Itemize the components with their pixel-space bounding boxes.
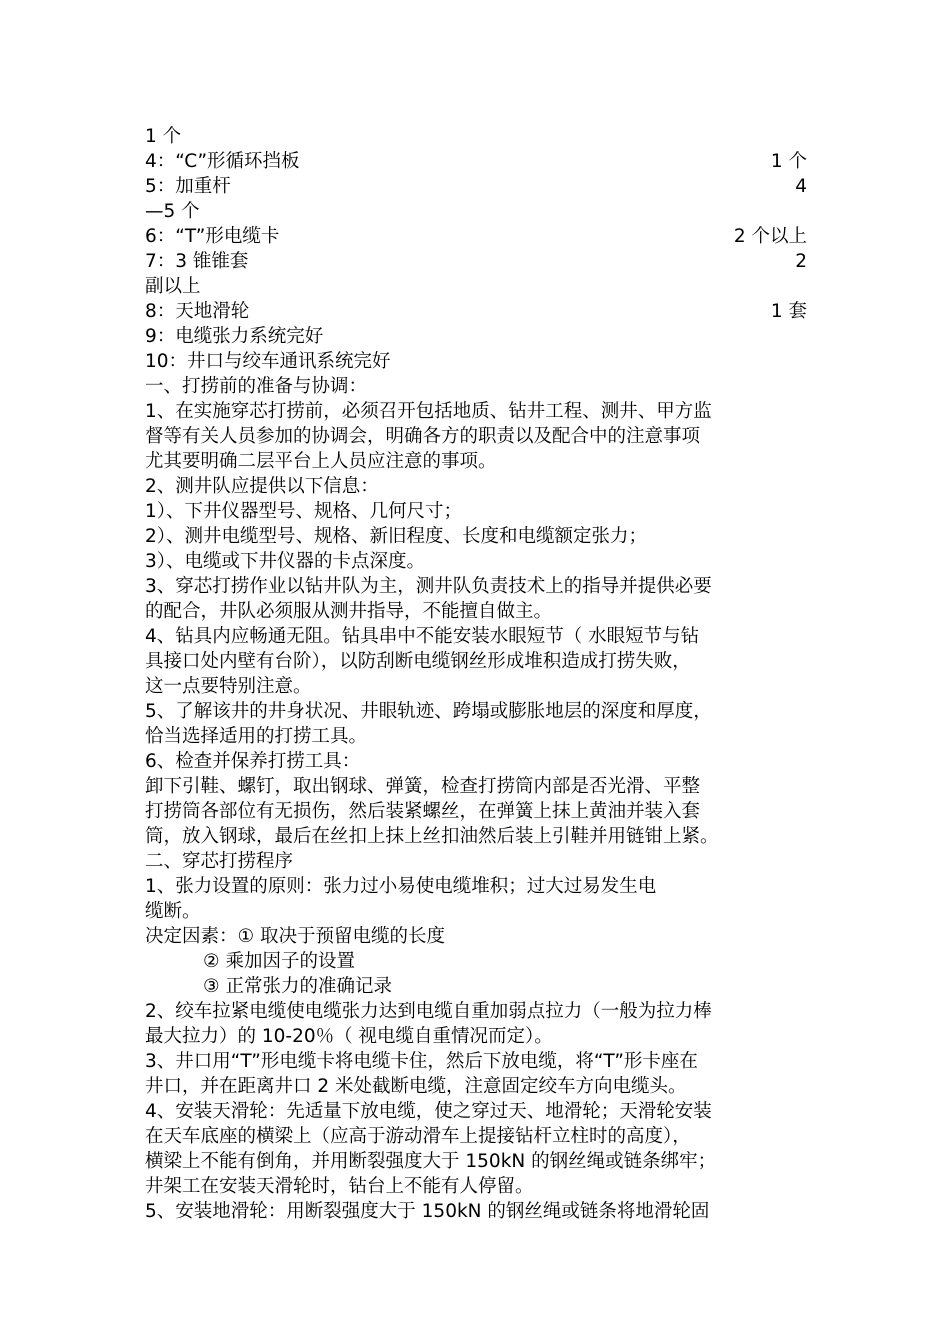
line-text: 5、安装地滑轮：用断裂强度大于 150kN 的钢丝绳或链条将地滑轮固 xyxy=(145,1201,710,1222)
text-line xyxy=(145,299,807,324)
line-text: 7：3 锥锥套 xyxy=(145,251,249,272)
text-line xyxy=(145,924,807,949)
text-line xyxy=(145,474,807,499)
line-text: 2、绞车拉紧电缆使电缆张力达到电缆自重加弱点拉力（一般为拉力棒 xyxy=(145,1001,712,1022)
line-quantity: 1 个 xyxy=(770,151,807,172)
line-text: 最大拉力）的 10-20％（ 视电缆自重情况而定）。 xyxy=(145,1026,553,1047)
text-line xyxy=(145,524,807,549)
line-text: —5 个 xyxy=(145,201,200,222)
text-line xyxy=(145,749,807,774)
line-text: 恰当选择适用的打捞工具。 xyxy=(145,726,368,747)
text-line xyxy=(145,724,807,749)
line-text: 尤其要明确二层平台上人员应注意的事项。 xyxy=(145,451,497,472)
line-text: 打捞筒各部位有无损伤，然后装紧螺丝，在弹簧上抹上黄油并装入套 xyxy=(145,801,701,822)
text-line xyxy=(145,1149,807,1174)
line-text: 1、在实施穿芯打捞前，必须召开包括地质、钻井工程、测井、甲方监 xyxy=(145,401,712,422)
line-text: ③ 正常张力的准确记录 xyxy=(203,976,392,997)
line-quantity: 4 xyxy=(795,176,807,197)
text-line xyxy=(145,874,807,899)
text-line xyxy=(145,899,807,924)
text-line xyxy=(145,199,807,224)
line-text: 横梁上不能有倒角，并用断裂强度大于 150kN 的钢丝绳或链条绑牢； xyxy=(145,1151,717,1172)
line-text: 在天车底座的横梁上（应高于游动滑车上提接钻杆立柱时的高度）， xyxy=(145,1126,691,1147)
text-line xyxy=(145,1099,807,1124)
line-text: 2）、测井电缆型号、规格、新旧程度、长度和电缆额定张力； xyxy=(145,526,648,547)
text-line xyxy=(145,174,807,199)
line-quantity: 1 套 xyxy=(770,301,807,322)
text-line xyxy=(145,424,807,449)
text-line xyxy=(145,849,807,874)
line-text: 二、穿芯打捞程序 xyxy=(145,851,294,872)
line-text: 2、测井队应提供以下信息： xyxy=(145,476,379,497)
line-text: 5、了解该井的井身状况、井眼轨迹、跨塌或膨胀地层的深度和厚度， xyxy=(145,701,712,722)
line-text: 副以上 xyxy=(145,276,201,297)
line-text: 具接口处内壁有台阶），以防刮断电缆钢丝形成堆积造成打捞失败， xyxy=(145,651,691,672)
text-line xyxy=(145,149,807,174)
line-quantity: 2 xyxy=(795,251,807,272)
line-text: 6：“T”形电缆卡 xyxy=(145,226,280,247)
line-text: ② 乘加因子的设置 xyxy=(203,951,355,972)
text-line xyxy=(145,1124,807,1149)
line-text: 9：电缆张力系统完好 xyxy=(145,326,324,347)
line-text: 3、穿芯打捞作业以钻井队为主，测井队负责技术上的指导并提供必要 xyxy=(145,576,712,597)
line-text: 1、张力设置的原则：张力过小易使电缆堆积；过大过易发生电 xyxy=(145,876,657,897)
text-line xyxy=(145,349,807,374)
text-line xyxy=(145,399,807,424)
text-line xyxy=(145,1074,807,1099)
line-text: 井口，并在距离井口 2 米处截断电缆，注意固定绞车方向电缆头。 xyxy=(145,1076,687,1097)
text-line xyxy=(145,599,807,624)
line-text: 5：加重杆 xyxy=(145,176,231,197)
text-line xyxy=(145,1024,807,1049)
text-line xyxy=(145,1199,807,1224)
text-line xyxy=(145,499,807,524)
line-text: 4、钻具内应畅通无阻。钻具串中不能安装水眼短节（ 水眼短节与钻 xyxy=(145,626,700,647)
line-text: 8：天地滑轮 xyxy=(145,301,250,322)
text-line xyxy=(145,324,807,349)
text-line xyxy=(145,799,807,824)
text-line xyxy=(145,949,807,974)
text-line xyxy=(145,774,807,799)
text-line xyxy=(145,224,807,249)
text-line xyxy=(145,999,807,1024)
line-text: 这一点要特别注意。 xyxy=(145,676,312,697)
line-text: 筒，放入钢球，最后在丝扣上抹上丝扣油然后装上引鞋并用链钳上紧。 xyxy=(145,826,719,847)
line-text: 10：井口与绞车通讯系统完好 xyxy=(145,351,391,372)
line-text: 缆断。 xyxy=(145,901,201,922)
text-line xyxy=(145,574,807,599)
text-line xyxy=(145,1174,807,1199)
text-line xyxy=(145,274,807,299)
line-text: 卸下引鞋、螺钉，取出钢球、弹簧，检查打捞筒内部是否光滑、平整 xyxy=(145,776,701,797)
line-text: 决定因素：① 取决于预留电缆的长度 xyxy=(145,926,445,947)
line-text: 3）、电缆或下井仪器的卡点深度。 xyxy=(145,551,426,572)
line-text: 4：“C”形循环挡板 xyxy=(145,151,300,172)
line-text: 一、打捞前的准备与协调： xyxy=(145,376,368,397)
line-text: 的配合，井队必须服从测井指导，不能擅自做主。 xyxy=(145,601,553,622)
line-text: 1）、下井仪器型号、规格、几何尺寸； xyxy=(145,501,463,522)
line-quantity: 2 个以上 xyxy=(733,226,807,247)
text-line xyxy=(145,624,807,649)
text-line xyxy=(145,1049,807,1074)
text-line xyxy=(145,249,807,274)
text-line xyxy=(145,374,807,399)
line-text: 3、井口用“T”形电缆卡将电缆卡住，然后下放电缆，将“T”形卡座在 xyxy=(145,1051,698,1072)
text-line xyxy=(145,674,807,699)
text-line xyxy=(145,699,807,724)
text-line xyxy=(145,824,807,849)
text-line xyxy=(145,649,807,674)
text-line xyxy=(145,449,807,474)
line-text: 井架工在安装天滑轮时，钻台上不能有人停留。 xyxy=(145,1176,534,1197)
text-line xyxy=(145,549,807,574)
line-text: 6、检查并保养打捞工具： xyxy=(145,751,361,772)
document-body xyxy=(145,124,807,1224)
text-line xyxy=(145,124,807,149)
line-text: 1 个 xyxy=(145,126,182,147)
line-text: 4、安装天滑轮：先适量下放电缆，使之穿过天、地滑轮；天滑轮安装 xyxy=(145,1101,712,1122)
text-line xyxy=(145,974,807,999)
line-text: 督等有关人员参加的协调会，明确各方的职责以及配合中的注意事项 xyxy=(145,426,701,447)
